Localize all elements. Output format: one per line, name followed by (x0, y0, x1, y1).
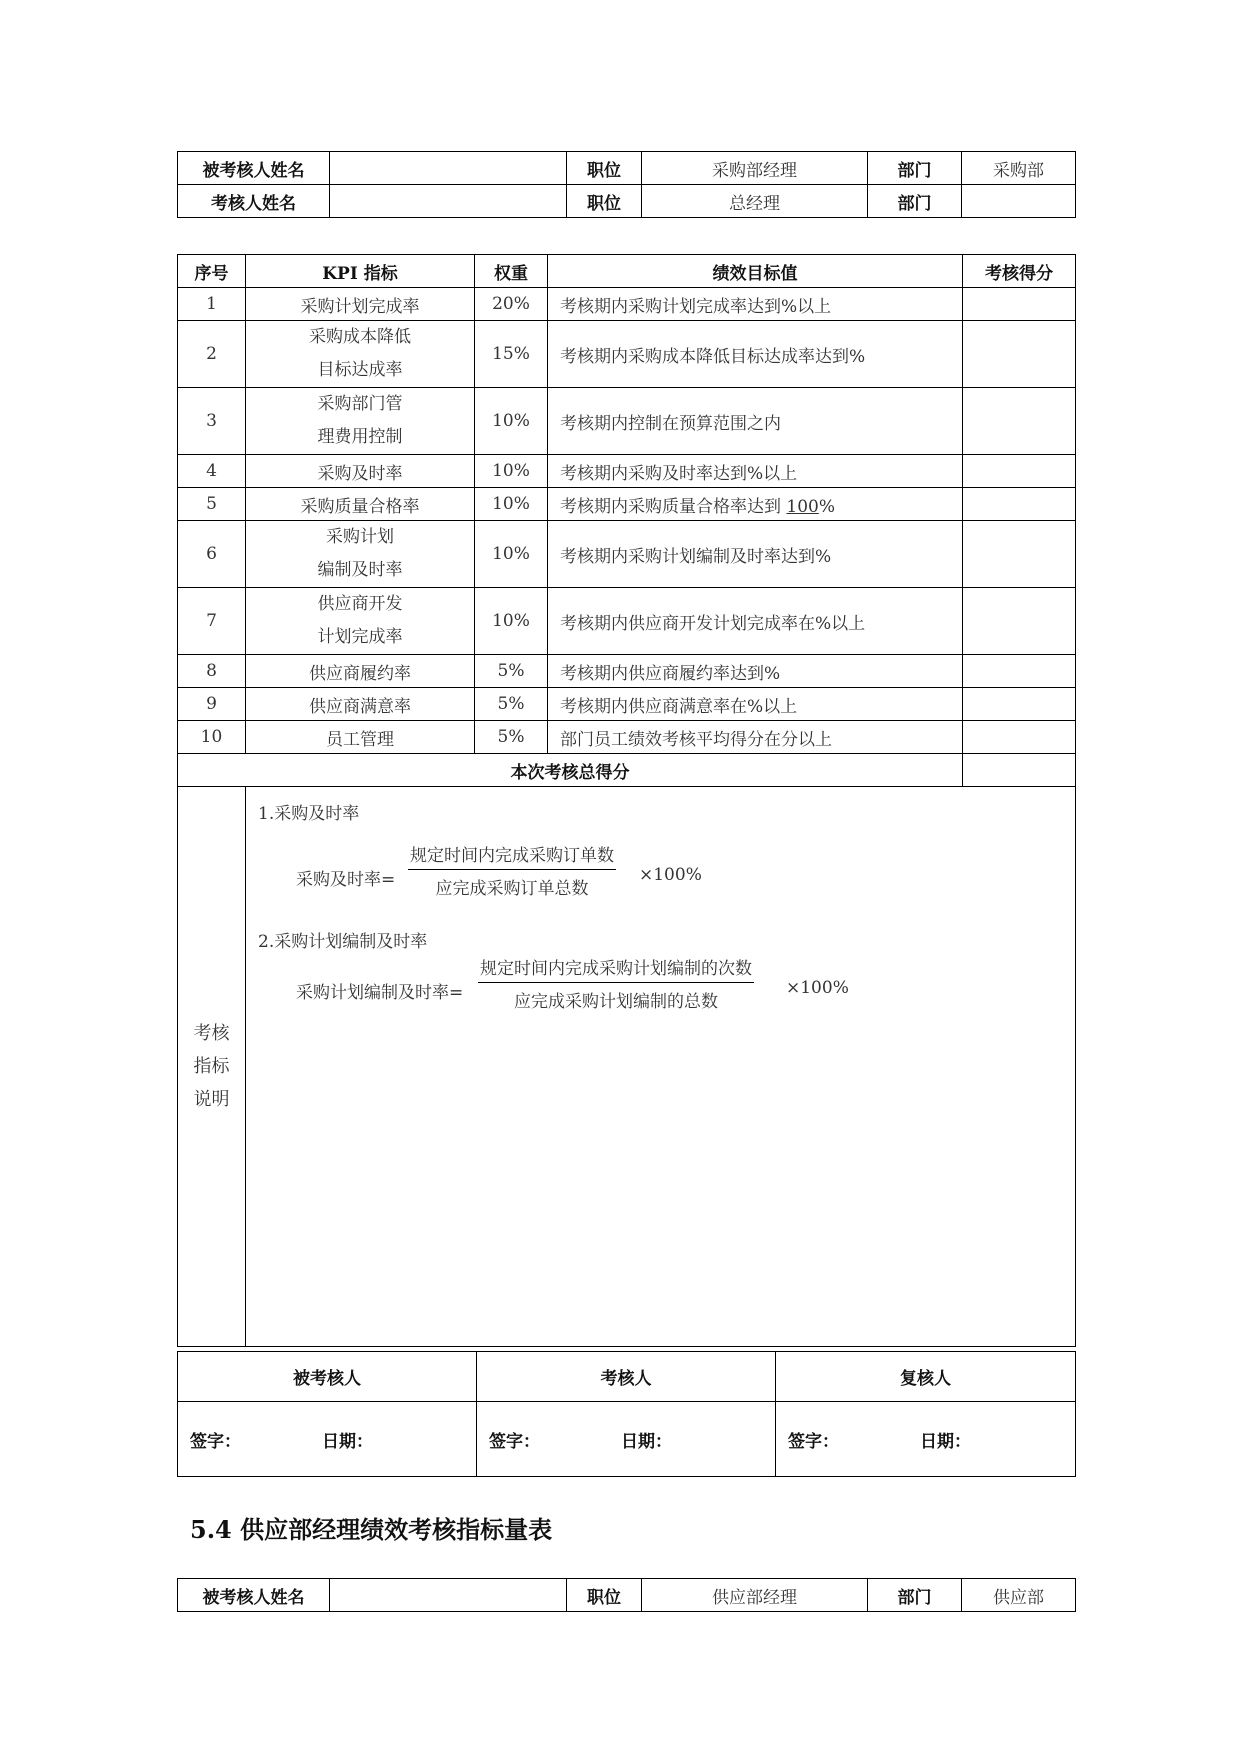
date-label: 日期： (920, 1431, 971, 1452)
col-header-kpi: KPI 指标 (246, 255, 475, 288)
row-weight: 20% (475, 288, 548, 321)
row-score-field[interactable] (963, 655, 1076, 688)
row-weight: 10% (475, 455, 548, 488)
col-header-score: 考核得分 (963, 255, 1076, 288)
row-no: 6 (178, 521, 246, 588)
kpi-header-row (178, 255, 1076, 288)
formula-1-denominator: 应完成采购订单总数 (435, 879, 589, 899)
explanation-label-line-3: 说明 (193, 1089, 230, 1110)
row-no: 5 (178, 488, 246, 521)
col-header-weight: 权重 (475, 255, 548, 288)
explanation-label (178, 787, 246, 1347)
evaluatee-name-label: 被考核人姓名 (178, 152, 330, 185)
evaluatee-signer-header: 被考核人 (178, 1352, 477, 1402)
kpi-line-1: 采购成本降低 (309, 327, 411, 347)
kpi-line-2: 理费用控制 (317, 427, 403, 447)
department-label: 部门 (868, 1579, 962, 1612)
row-target: 考核期内采购成本降低目标达成率达到% (548, 321, 963, 388)
row-target: 考核期内供应商履约率达到% (548, 655, 963, 688)
row-weight: 10% (475, 521, 548, 588)
kpi-line-2: 计划完成率 (317, 627, 403, 647)
row-kpi (246, 321, 475, 388)
row-weight: 10% (475, 388, 548, 455)
table-row (178, 688, 1076, 721)
signature-fields-row (178, 1402, 1076, 1477)
target-text: 考核期内采购质量合格率达到 (560, 496, 787, 517)
sign-label: 签字： (190, 1431, 241, 1452)
row-weight: 5% (475, 688, 548, 721)
target-suffix: % (818, 496, 836, 517)
position-value: 供应部经理 (642, 1579, 868, 1612)
row-target: 考核期内控制在预算范围之内 (548, 388, 963, 455)
explanation-content (246, 787, 1076, 1347)
evaluator-row (178, 185, 1076, 218)
department-value: 采购部 (962, 152, 1076, 185)
table-row (178, 521, 1076, 588)
total-score-field[interactable] (963, 754, 1076, 787)
kpi-line-2: 编制及时率 (317, 560, 403, 580)
date-label: 日期： (621, 1431, 672, 1452)
kpi-line-1: 采购部门管 (317, 394, 403, 414)
row-no: 3 (178, 388, 246, 455)
explanation-label-line-2: 指标 (193, 1056, 230, 1077)
formula-2-lhs: 采购计划编制及时率= (296, 983, 464, 1003)
section-heading: 5.4 供应部经理绩效考核指标量表 (190, 1515, 553, 1544)
position-label: 职位 (567, 185, 642, 218)
table-row (178, 721, 1076, 754)
row-no: 1 (178, 288, 246, 321)
table-row (178, 388, 1076, 455)
row-target: 考核期内采购计划完成率达到%以上 (548, 288, 963, 321)
row-weight: 15% (475, 321, 548, 388)
evaluatee-name-field[interactable] (330, 152, 567, 185)
department-label: 部门 (868, 152, 962, 185)
row-weight: 5% (475, 655, 548, 688)
formula-1-numerator: 规定时间内完成采购订单数 (408, 841, 616, 870)
row-score-field[interactable] (963, 488, 1076, 521)
row-kpi (246, 588, 475, 655)
row-no: 4 (178, 455, 246, 488)
row-kpi: 采购计划完成率 (246, 288, 475, 321)
formula-2-denominator: 应完成采购计划编制的总数 (514, 992, 718, 1012)
formula-2-title: 2.采购计划编制及时率 (258, 932, 428, 952)
table-row (178, 588, 1076, 655)
evaluatee-signature-field[interactable] (178, 1402, 477, 1477)
row-no: 8 (178, 655, 246, 688)
position-value: 采购部经理 (642, 152, 868, 185)
row-kpi: 采购质量合格率 (246, 488, 475, 521)
formula-1-fraction (408, 841, 616, 899)
position-label: 职位 (567, 152, 642, 185)
evaluatee-row (178, 152, 1076, 185)
evaluator-name-field[interactable] (330, 185, 567, 218)
department-field[interactable] (962, 185, 1076, 218)
total-score-label: 本次考核总得分 (178, 754, 963, 787)
row-weight: 5% (475, 721, 548, 754)
row-no: 7 (178, 588, 246, 655)
row-no: 10 (178, 721, 246, 754)
table-row (178, 288, 1076, 321)
formula-2-numerator: 规定时间内完成采购计划编制的次数 (478, 954, 754, 983)
position-value: 总经理 (642, 185, 868, 218)
row-target: 考核期内供应商开发计划完成率在%以上 (548, 588, 963, 655)
department-label: 部门 (868, 185, 962, 218)
table-row (178, 488, 1076, 521)
header-info-table (177, 151, 1076, 218)
row-kpi: 采购及时率 (246, 455, 475, 488)
row-weight: 10% (475, 588, 548, 655)
row-weight: 10% (475, 488, 548, 521)
evaluatee-row (178, 1579, 1076, 1612)
formula-1-multiplier: ×100% (639, 865, 702, 885)
formula-1-lhs: 采购及时率= (296, 870, 396, 890)
date-label: 日期： (322, 1431, 373, 1452)
evaluator-signature-field[interactable] (477, 1402, 776, 1477)
col-header-target: 绩效目标值 (548, 255, 963, 288)
explanation-row (178, 787, 1076, 1347)
row-target: 考核期内供应商满意率在%以上 (548, 688, 963, 721)
row-score-field[interactable] (963, 321, 1076, 388)
row-score-field[interactable] (963, 521, 1076, 588)
row-score-field[interactable] (963, 588, 1076, 655)
signature-header-row (178, 1352, 1076, 1402)
formula-1-title: 1.采购及时率 (258, 804, 360, 824)
formula-2-multiplier: ×100% (786, 978, 849, 998)
row-target: 部门员工绩效考核平均得分在分以上 (548, 721, 963, 754)
sign-label: 签字： (788, 1431, 839, 1452)
position-label: 职位 (567, 1579, 642, 1612)
row-kpi (246, 388, 475, 455)
signature-table (177, 1351, 1076, 1477)
row-score-field[interactable] (963, 288, 1076, 321)
target-underlined-value: 100 (786, 496, 819, 517)
evaluator-signer-header: 考核人 (477, 1352, 776, 1402)
table-row (178, 321, 1076, 388)
row-no: 2 (178, 321, 246, 388)
row-target: 考核期内采购计划编制及时率达到% (548, 521, 963, 588)
row-no: 9 (178, 688, 246, 721)
explanation-notes (246, 787, 1075, 1346)
kpi-line-1: 采购计划 (326, 527, 394, 547)
evaluator-name-label: 考核人姓名 (178, 185, 330, 218)
row-score-field[interactable] (963, 388, 1076, 455)
sign-label: 签字： (489, 1431, 540, 1452)
evaluatee-name-label: 被考核人姓名 (178, 1579, 330, 1612)
row-kpi: 供应商满意率 (246, 688, 475, 721)
row-target: 考核期内采购及时率达到%以上 (548, 455, 963, 488)
kpi-line-2: 目标达成率 (317, 360, 403, 380)
row-score-field[interactable] (963, 455, 1076, 488)
row-kpi: 员工管理 (246, 721, 475, 754)
table-row (178, 455, 1076, 488)
row-target (548, 488, 963, 521)
explanation-label-line-1: 考核 (193, 1023, 230, 1044)
kpi-table (177, 254, 1076, 1347)
total-row (178, 754, 1076, 787)
row-kpi: 供应商履约率 (246, 655, 475, 688)
formula-2-fraction (478, 954, 754, 1012)
table-row (178, 655, 1076, 688)
header-info-table-2 (177, 1578, 1076, 1612)
reviewer-signature-field[interactable] (776, 1402, 1076, 1477)
department-value: 供应部 (962, 1579, 1076, 1612)
row-kpi (246, 521, 475, 588)
reviewer-signer-header: 复核人 (776, 1352, 1076, 1402)
col-header-no: 序号 (178, 255, 246, 288)
evaluatee-name-field[interactable] (330, 1579, 567, 1612)
row-score-field[interactable] (963, 688, 1076, 721)
row-score-field[interactable] (963, 721, 1076, 754)
kpi-line-1: 供应商开发 (317, 594, 403, 614)
